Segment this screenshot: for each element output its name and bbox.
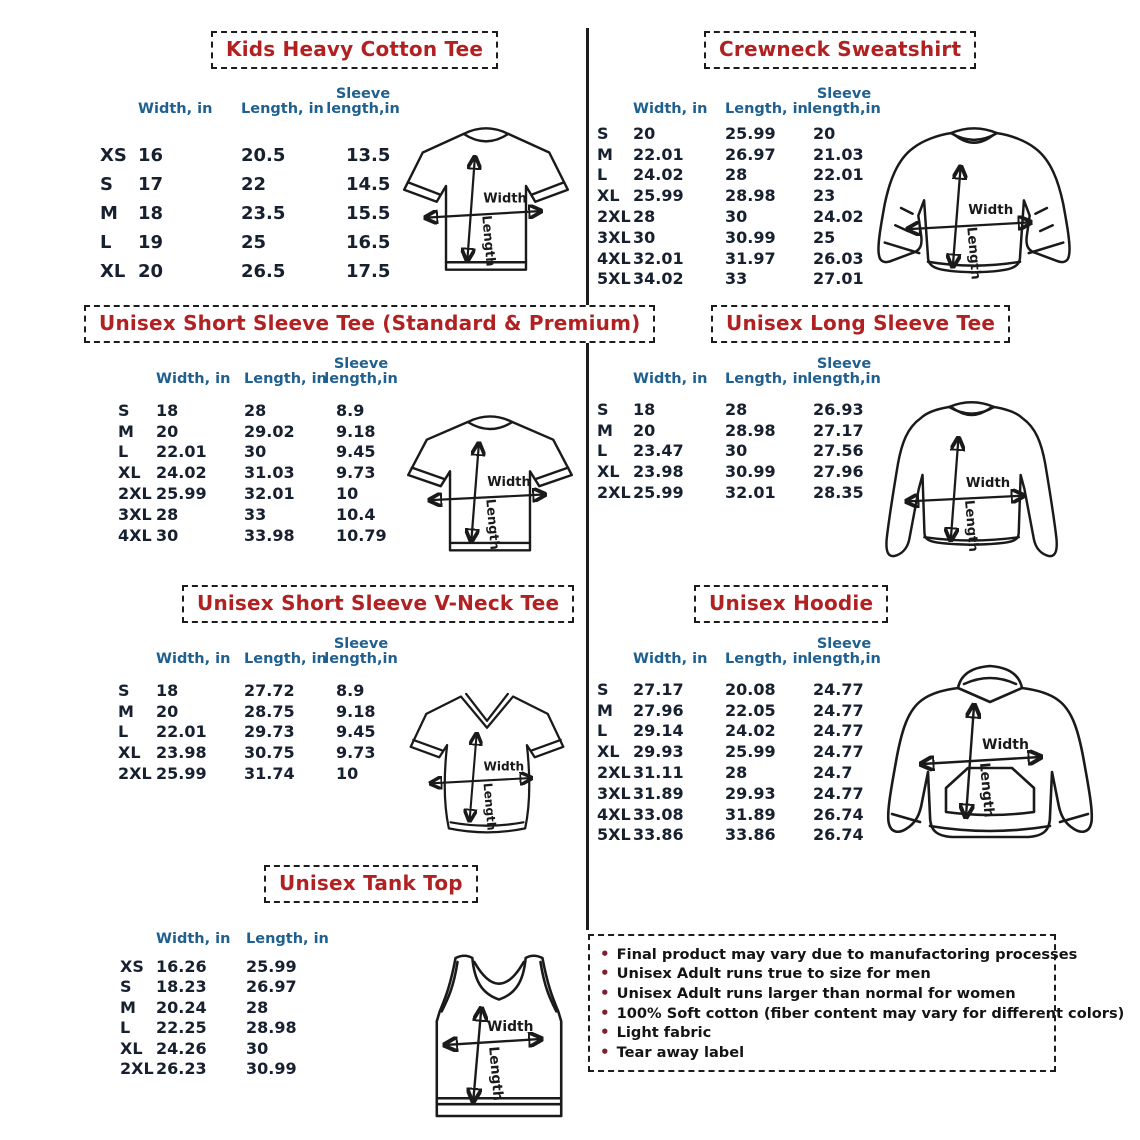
measurement-value: 27.17: [633, 679, 684, 699]
column-header: Width, in: [156, 931, 231, 948]
size-label: 3XL: [597, 783, 631, 803]
table-row: [120, 1018, 341, 1039]
crewneck-diagram: [868, 112, 1080, 304]
table-header: [100, 82, 438, 118]
table-title: Kids Heavy Cotton Tee: [211, 31, 498, 69]
width-arrow-label: Width: [968, 202, 1014, 218]
measurement-value: 28: [246, 997, 269, 1017]
measurement-value: 30.99: [725, 227, 776, 247]
measurement-value: 26.5: [241, 261, 286, 282]
note-item: [600, 964, 1044, 982]
table-row: [597, 441, 901, 462]
width-arrow-label: Width: [487, 1019, 534, 1036]
size-label: XL: [597, 742, 620, 762]
measurement-value: 28: [244, 400, 267, 420]
measurement-value: 28: [725, 763, 748, 783]
long-sleeve-tee-diagram: [866, 390, 1080, 574]
measurement-value: 34.02: [633, 269, 684, 289]
table-row: [120, 977, 341, 998]
column-header: Width, in: [633, 651, 708, 668]
measurement-value: 23.47: [633, 441, 684, 461]
column-header: Sleeve length,in: [324, 635, 398, 668]
measurement-value: 26.74: [813, 804, 864, 824]
size-label: M: [120, 997, 136, 1017]
size-label: XL: [100, 261, 126, 282]
width-arrow-label: Width: [982, 737, 1029, 753]
measurement-value: 17.5: [346, 261, 391, 282]
length-arrow-label: Length: [960, 499, 981, 553]
measurement-value: 30.75: [244, 743, 295, 763]
width-arrow-label: Width: [965, 476, 1011, 492]
table-row: [118, 504, 428, 525]
column-header: Length, in: [246, 931, 329, 948]
measurement-value: 27.96: [813, 462, 864, 482]
size-label: S: [597, 679, 609, 699]
measurement-value: 24.77: [813, 721, 864, 741]
measurement-value: 20: [156, 421, 179, 441]
measurement-value: 24.77: [813, 679, 864, 699]
measurement-value: 24.77: [813, 700, 864, 720]
length-arrow-label: Length: [976, 761, 997, 819]
column-header: Width, in: [156, 651, 231, 668]
size-label: M: [597, 420, 613, 440]
measurement-value: 33.86: [725, 825, 776, 845]
measurement-value: 24.26: [156, 1038, 207, 1058]
measurement-value: 24.02: [725, 721, 776, 741]
measurement-value: 29.93: [633, 742, 684, 762]
measurement-value: 28.98: [725, 420, 776, 440]
table-row: [100, 228, 438, 257]
note-item: [600, 1023, 1044, 1041]
measurement-value: 9.45: [336, 442, 376, 462]
table-title: Unisex Hoodie: [694, 585, 888, 623]
measurement-value: 28.35: [813, 483, 864, 503]
note-item: [600, 1003, 1125, 1022]
measurement-value: 31.89: [725, 804, 776, 824]
size-label: L: [118, 442, 129, 462]
table-row: [597, 123, 901, 144]
size-label: 5XL: [597, 269, 631, 289]
size-label: L: [118, 722, 129, 742]
table-row: [118, 421, 428, 442]
size-label: L: [597, 441, 608, 461]
size-label: 2XL: [597, 483, 631, 503]
measurement-value: 22.01: [813, 165, 864, 185]
measurement-value: 28.98: [246, 1018, 297, 1038]
table-row: [100, 199, 438, 228]
size-label: 3XL: [597, 227, 631, 247]
measurement-value: 9.18: [336, 701, 376, 721]
measurement-value: 22.25: [156, 1018, 207, 1038]
size-label: L: [597, 165, 608, 185]
table-body: [118, 680, 428, 784]
measurement-value: 31.89: [633, 783, 684, 803]
measurement-value: 28: [633, 207, 656, 227]
measurement-value: 25.99: [725, 123, 776, 143]
size-label: L: [597, 721, 608, 741]
note-text: Light fabric: [616, 1024, 712, 1042]
column-header: Width, in: [138, 101, 213, 118]
measurement-value: 9.18: [336, 421, 376, 441]
measurement-value: 25.99: [156, 484, 207, 504]
note-text: Final product may vary due to manufactoring processes: [616, 945, 1078, 963]
measurement-value: 22.01: [633, 144, 684, 164]
width-arrow-label: Width: [487, 475, 531, 491]
measurement-value: 25: [813, 227, 836, 247]
measurement-value: 28.75: [244, 701, 295, 721]
table-row: [118, 742, 428, 763]
bullet-icon: •: [600, 944, 610, 963]
column-header: Sleeve length,in: [807, 635, 881, 668]
note-text: 100% Soft cotton (fiber content may vary for different colors): [616, 1004, 1125, 1022]
measurement-value: 26.93: [813, 399, 864, 419]
measurement-value: 30: [244, 442, 267, 462]
table-row: [118, 701, 428, 722]
bullet-icon: •: [600, 1003, 610, 1022]
table-row: [597, 783, 901, 804]
size-label: XS: [100, 145, 127, 166]
column-header: Length, in: [725, 651, 808, 668]
size-label: XL: [118, 743, 141, 763]
measurement-value: 16.26: [156, 956, 207, 976]
table-row: [597, 144, 901, 165]
measurement-value: 20.24: [156, 997, 207, 1017]
measurement-value: 30: [725, 441, 748, 461]
measurement-value: 22.01: [156, 722, 207, 742]
size-label: S: [118, 680, 130, 700]
measurement-value: 10: [336, 484, 359, 504]
measurement-value: 18: [156, 400, 179, 420]
table-row: [597, 399, 901, 420]
tshirt-diagram: [396, 396, 584, 568]
measurement-value: 10.4: [336, 504, 376, 524]
column-header: Sleeve length,in: [326, 85, 400, 118]
measurement-value: 32.01: [725, 483, 776, 503]
table-row: [597, 206, 901, 227]
table-header: [120, 912, 341, 948]
measurement-value: 30: [246, 1038, 269, 1058]
size-label: 3XL: [118, 504, 152, 524]
measurement-value: 18: [633, 399, 656, 419]
table-body: [597, 679, 901, 845]
measurement-value: 27.72: [244, 680, 295, 700]
column-header: Width, in: [633, 371, 708, 388]
table-row: [118, 763, 428, 784]
length-arrow-label: Length: [482, 498, 502, 551]
bullet-icon: •: [600, 984, 610, 1003]
table-row: [597, 762, 901, 783]
size-label: M: [118, 701, 134, 721]
table-body: [118, 400, 428, 546]
size-label: XS: [120, 956, 144, 976]
size-label: M: [597, 700, 613, 720]
measurement-value: 18.23: [156, 977, 207, 997]
table-row: [100, 257, 438, 286]
table-header: [118, 632, 428, 668]
table-row: [597, 269, 901, 290]
table-row: [597, 741, 901, 762]
table-row: [120, 1038, 341, 1059]
measurement-value: 9.73: [336, 743, 376, 763]
table-row: [597, 165, 901, 186]
measurement-value: 16.5: [346, 232, 391, 253]
size-label: 4XL: [597, 804, 631, 824]
measurement-value: 23: [813, 186, 836, 206]
size-label: 2XL: [118, 484, 152, 504]
measurement-value: 24.02: [633, 165, 684, 185]
table-row: [120, 997, 341, 1018]
measurement-value: 23.98: [156, 743, 207, 763]
table-row: [118, 680, 428, 701]
table-row: [597, 700, 901, 721]
measurement-value: 33.08: [633, 804, 684, 824]
column-header: Sleeve length,in: [807, 355, 881, 388]
measurement-value: 22: [241, 174, 267, 195]
column-header: Width, in: [156, 371, 231, 388]
table-header: [597, 632, 901, 668]
measurement-value: 13.5: [346, 145, 391, 166]
note-text: Unisex Adult runs larger than normal for women: [616, 985, 1016, 1003]
measurement-value: 29.14: [633, 721, 684, 741]
measurement-value: 24.7: [813, 763, 853, 783]
measurement-value: 20: [813, 123, 836, 143]
size-label: 2XL: [597, 207, 631, 227]
table-row: [597, 248, 901, 269]
length-arrow-label: Length: [485, 1045, 506, 1102]
table-body: [120, 956, 341, 1079]
column-header: Length, in: [244, 371, 327, 388]
measurement-value: 28: [725, 399, 748, 419]
measurement-value: 18: [156, 680, 179, 700]
note-item: [600, 984, 1044, 1002]
column-header: Length, in: [725, 101, 808, 118]
measurement-value: 27.01: [813, 269, 864, 289]
size-label: XL: [597, 186, 620, 206]
length-arrow-label: Length: [963, 226, 983, 281]
size-label: 2XL: [597, 763, 631, 783]
table-title: Crewneck Sweatshirt: [704, 31, 976, 69]
size-label: 4XL: [597, 248, 631, 268]
size-label: XL: [118, 463, 141, 483]
measurement-value: 30: [633, 227, 656, 247]
size-label: XL: [120, 1038, 143, 1058]
measurement-value: 30: [725, 207, 748, 227]
measurement-value: 25.99: [246, 956, 297, 976]
note-text: Tear away label: [616, 1044, 745, 1062]
table-row: [118, 722, 428, 743]
size-label: M: [597, 144, 613, 164]
measurement-value: 26.74: [813, 825, 864, 845]
column-header: Width, in: [633, 101, 708, 118]
measurement-value: 32.01: [633, 248, 684, 268]
table-body: [100, 141, 438, 286]
table-row: [118, 400, 428, 421]
measurement-value: 24.77: [813, 742, 864, 762]
table-row: [118, 483, 428, 504]
measurement-value: 28: [156, 504, 179, 524]
measurement-value: 20: [156, 701, 179, 721]
table-row: [597, 679, 901, 700]
measurement-value: 20: [633, 420, 656, 440]
measurement-value: 29.02: [244, 421, 295, 441]
table-row: [118, 442, 428, 463]
size-label: S: [597, 123, 609, 143]
column-header: Sleeve length,in: [807, 85, 881, 118]
measurement-value: 33: [725, 269, 748, 289]
measurement-value: 23.98: [633, 462, 684, 482]
size-label: 2XL: [120, 1059, 154, 1079]
table-header: [597, 352, 901, 388]
measurement-value: 28: [725, 165, 748, 185]
table-header: [597, 82, 901, 118]
measurement-value: 20: [138, 261, 164, 282]
table-row: [118, 525, 428, 546]
table-row: [118, 462, 428, 483]
table-title: Unisex Long Sleeve Tee: [711, 305, 1010, 343]
table-row: [597, 721, 901, 742]
measurement-value: 31.97: [725, 248, 776, 268]
measurement-value: 14.5: [346, 174, 391, 195]
measurement-value: 25.99: [633, 186, 684, 206]
measurement-value: 25.99: [156, 764, 207, 784]
table-header: [118, 352, 428, 388]
table-row: [120, 1059, 341, 1080]
size-label: S: [100, 174, 113, 195]
table-row: [597, 825, 901, 846]
note-item: [600, 944, 1078, 963]
column-header: Length, in: [241, 101, 324, 118]
measurement-value: 17: [138, 174, 164, 195]
size-label: S: [597, 399, 609, 419]
note-item: [600, 1043, 1044, 1061]
measurement-value: 16: [138, 145, 164, 166]
measurement-value: 29.93: [725, 783, 776, 803]
table-row: [597, 420, 901, 441]
measurement-value: 25.99: [725, 742, 776, 762]
column-header: Length, in: [244, 651, 327, 668]
width-arrow-label: Width: [483, 759, 525, 774]
measurement-value: 26.23: [156, 1059, 207, 1079]
measurement-value: 23.5: [241, 203, 286, 224]
measurement-value: 30.99: [725, 462, 776, 482]
vertical-divider: [586, 28, 589, 930]
size-label: M: [118, 421, 134, 441]
measurement-value: 29.73: [244, 722, 295, 742]
table-row: [100, 141, 438, 170]
measurement-value: 30: [156, 525, 179, 545]
table-row: [597, 461, 901, 482]
notes-box: [588, 934, 1125, 1072]
measurement-value: 8.9: [336, 400, 365, 420]
measurement-value: 26.03: [813, 248, 864, 268]
measurement-value: 21.03: [813, 144, 864, 164]
table-title: Unisex Short Sleeve V-Neck Tee: [182, 585, 574, 623]
measurement-value: 26.97: [246, 977, 297, 997]
bullet-icon: •: [600, 1023, 610, 1042]
measurement-value: 15.5: [346, 203, 391, 224]
size-label: S: [118, 400, 130, 420]
measurement-value: 10: [336, 764, 359, 784]
column-header: Sleeve length,in: [324, 355, 398, 388]
size-label: XL: [597, 462, 620, 482]
length-arrow-label: Length: [478, 214, 498, 268]
measurement-value: 32.01: [244, 484, 295, 504]
hoodie-diagram: [876, 656, 1104, 864]
measurement-value: 20.08: [725, 679, 776, 699]
table-row: [597, 804, 901, 825]
table-body: [597, 399, 901, 503]
table-row: [597, 482, 901, 503]
measurement-value: 31.74: [244, 764, 295, 784]
measurement-value: 8.9: [336, 680, 365, 700]
tshirt-diagram: [393, 106, 579, 292]
size-label: M: [100, 203, 118, 224]
tank-top-diagram: [420, 950, 578, 1128]
size-label: 5XL: [597, 825, 631, 845]
measurement-value: 20: [633, 123, 656, 143]
table-title: Unisex Short Sleeve Tee (Standard & Premium): [84, 305, 655, 343]
table-body: [597, 123, 901, 289]
measurement-value: 9.45: [336, 722, 376, 742]
measurement-value: 22.05: [725, 700, 776, 720]
table-row: [597, 227, 901, 248]
v-neck-tee-diagram: [400, 674, 574, 844]
measurement-value: 20.5: [241, 145, 286, 166]
size-label: S: [120, 977, 132, 997]
measurement-value: 33: [244, 504, 267, 524]
measurement-value: 26.97: [725, 144, 776, 164]
table-title: Unisex Tank Top: [264, 865, 478, 903]
measurement-value: 27.96: [633, 700, 684, 720]
measurement-value: 22.01: [156, 442, 207, 462]
measurement-value: 31.03: [244, 463, 295, 483]
measurement-value: 33.86: [633, 825, 684, 845]
measurement-value: 33.98: [244, 525, 295, 545]
measurement-value: 18: [138, 203, 164, 224]
size-label: L: [120, 1018, 131, 1038]
note-text: Unisex Adult runs true to size for men: [616, 965, 931, 983]
table-row: [597, 185, 901, 206]
measurement-value: 30.99: [246, 1059, 297, 1079]
length-arrow-label: Length: [480, 782, 499, 832]
width-arrow-label: Width: [483, 191, 527, 207]
size-label: 4XL: [118, 525, 152, 545]
measurement-value: 25.99: [633, 483, 684, 503]
column-header: Length, in: [725, 371, 808, 388]
measurement-value: 31.11: [633, 763, 684, 783]
bullet-icon: •: [600, 964, 610, 983]
measurement-value: 9.73: [336, 463, 376, 483]
measurement-value: 27.17: [813, 420, 864, 440]
measurement-value: 10.79: [336, 525, 387, 545]
size-label: L: [100, 232, 112, 253]
measurement-value: 24.02: [813, 207, 864, 227]
table-row: [120, 956, 341, 977]
measurement-value: 27.56: [813, 441, 864, 461]
size-label: 2XL: [118, 764, 152, 784]
bullet-icon: •: [600, 1043, 610, 1062]
table-row: [100, 170, 438, 199]
measurement-value: 25: [241, 232, 267, 253]
measurement-value: 24.77: [813, 783, 864, 803]
measurement-value: 19: [138, 232, 164, 253]
measurement-value: 24.02: [156, 463, 207, 483]
measurement-value: 28.98: [725, 186, 776, 206]
